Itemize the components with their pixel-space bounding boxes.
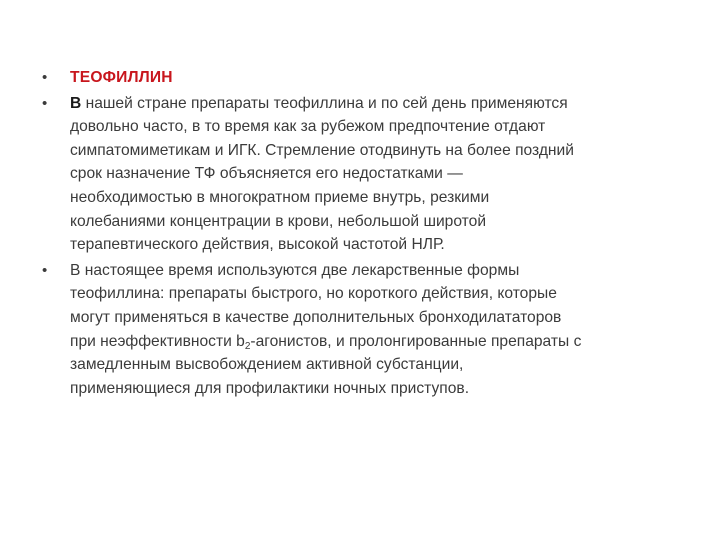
text-line: срок назначение ТФ объясняется его недостатками —: [70, 165, 463, 183]
bullet-dot-icon: •: [42, 261, 48, 279]
text-line: симпатомиметикам и ИГК. Стремление отодвинуть на более поздний: [70, 141, 574, 159]
lead-word: В: [70, 94, 82, 112]
text-line: могут применяться в качестве дополнительных бронходилататоров: [70, 308, 562, 326]
text-line: теофиллина: препараты быстрого, но короткого действия, которые: [70, 285, 557, 303]
text-fragment: при неэффективности b: [70, 332, 245, 350]
bullet-item-paragraph-2: [42, 259, 682, 401]
text-line: необходимостью в многократном приеме внутрь, резкими: [70, 188, 490, 206]
subscript: 2: [244, 340, 251, 352]
slide-title: ТЕОФИЛЛИН: [70, 69, 173, 86]
text-fragment: -агонистов, и пролонгированные препараты с: [250, 332, 582, 350]
bullet-list: [42, 66, 682, 402]
text-line: колебаниями концентрации в крови, небольшой широтой: [70, 212, 487, 230]
text-line: В настоящее время используются две лекарственные формы: [70, 261, 520, 279]
text-line: замедленным высвобождением активной субстанции,: [70, 356, 464, 374]
bullet-dot-icon: •: [42, 69, 48, 86]
text-line: терапевтического действия, высокой частотой НЛР.: [70, 236, 445, 254]
text-line: применяющиеся для профилактики ночных приступов.: [70, 379, 470, 397]
text-line: довольно часто, в то время как за рубежом предпочтение отдают: [70, 118, 546, 136]
text-fragment: нашей стране препараты теофиллина и по сей день применяются: [81, 94, 568, 112]
bullet-item-paragraph-1: [42, 92, 682, 257]
bullet-item-title: [42, 66, 682, 90]
text-line: [70, 92, 682, 116]
bullet-dot-icon: •: [42, 94, 48, 112]
text-line: [70, 330, 682, 354]
